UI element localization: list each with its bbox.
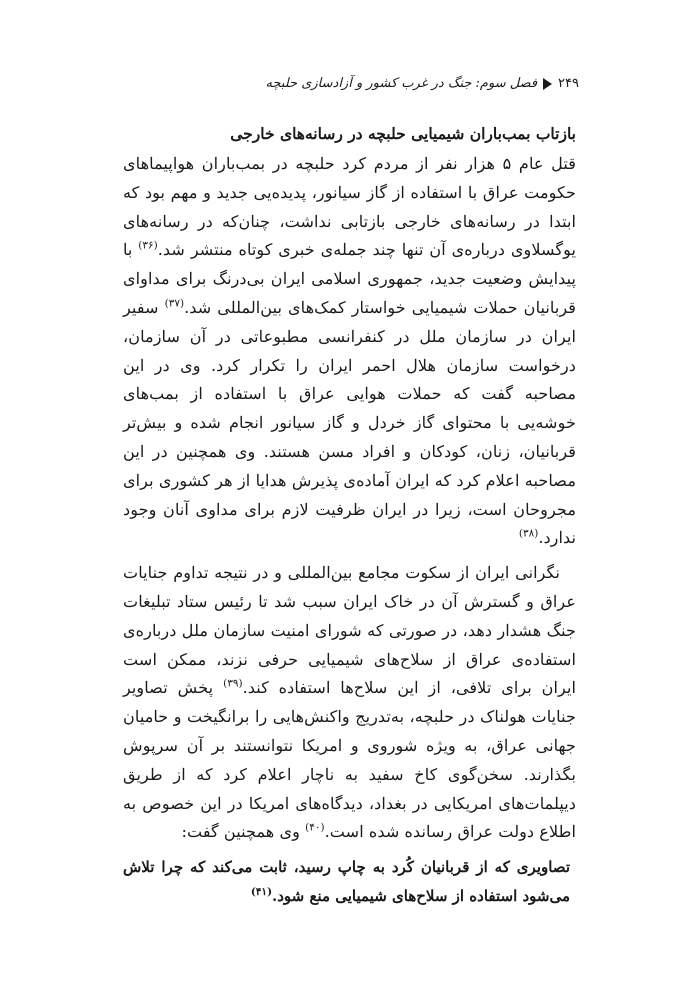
footnote-ref-38: (۳۸)	[518, 527, 539, 540]
chapter-title: فصل سوم: جنگ در غرب کشور و آزادسازی حلبچه	[265, 76, 538, 91]
running-header	[120, 76, 579, 91]
block-quote	[123, 853, 570, 911]
footnote-ref-39: (۳۹)	[223, 677, 243, 690]
footnote-ref-41: (۴۱)	[250, 886, 273, 899]
paragraph-2-text-a: نگرانی ایران از سکوت مجامع بین‌المللی و در نتیجه تداوم جنایات عراق و گسترش آن در خاک ایران سبب شد تا رئیس ستاد تبلیغات جنگ هشدار دهد، در صورتی که شورای امنیت سازمان ملل درباره‌ی استفاده‌ی عراق از سلاح‌های شیمیایی حرفی نزند، ممکن است ایران برای تلافی، از این سلاح‌ها استفاده کند.	[123, 563, 576, 698]
paragraph-1-text-b: با پیدایش وضعیت جدید، جمهوری اسلامی ایران بی‌درنگ برای مداوای قربانیان حملات شیمیایی خواستار کمک‌های بین‌المللی شد.	[123, 240, 576, 317]
paragraph-2-text-c: وی همچنین گفت:	[181, 822, 306, 842]
section-heading: بازتاب بمب‌باران شیمیایی حلبچه در رسانه‌های خارجی	[230, 124, 576, 143]
footnote-ref-37: (۳۷)	[164, 297, 185, 310]
quote-text: تصاویری که از قربانیان کُرد به چاپ رسید، ثابت می‌کند که چرا تلاش می‌شود استفاده از سلاح‌های شیمیایی منع شود.	[123, 858, 570, 906]
paragraph-2	[123, 559, 576, 847]
page-body	[123, 120, 576, 911]
triangle-marker-icon	[543, 78, 552, 90]
paragraph-2-text-b: پخش تصاویر جنایات هولناک در حلبچه، به‌تدریج واکنش‌هایی را برانگیخت و حامیان جهانی عراق، به ویژه شوروی و امریکا نتوانستند بر آن سرپوش بگذارند. سخن‌گوی کاخ سفید به ناچار اعلام کرد که از طریق دیپلمات‌های امریکایی در بغداد، دیدگاه‌های امریکا در این خصوص به اطلاع دولت عراق رسانده شده است.	[123, 678, 576, 842]
footnote-ref-36: (۳۶)	[138, 240, 158, 252]
page-number: ۲۴۹	[558, 76, 579, 91]
paragraph-1-text-a: قتل عام ۵ هزار نفر از مردم کرد حلبچه در بمب‌باران هواپیماهای حکومت عراق با استفاده از گاز سیانور، پدیده‌یی جدید و مهم بود که ابتدا در رسانه‌های خارجی بازتابی نداشت، چنان‌که در رسانه‌های یوگسلاوی درباره‌ی آن تنها چند جمله‌ی خبری کوتاه منتشر شد.	[123, 154, 576, 260]
paragraph-1-text-c: سفیر ایران در سازمان ملل در کنفرانسی مطبوعاتی در آن سازمان، درخواست سازمان هلال احمر ایران را تکرار کرد. وی در این مصاحبه گفت که حملات هوایی عراق با استفاده از بمب‌های خوشه‌یی با محتوای گاز خردل و گاز سیانور انجام شده و بیش‌تر قربانیان، زنان، کودکان و افراد مسن هستند. وی همچنین در این مصاحبه اعلام کرد که ایران آماده‌ی پذیرش هدایا از هر کشوری برای مجروحان است، زیرا در ایران ظرفیت لازم برای مداوی آنان وجود ندارد.	[123, 297, 576, 548]
footnote-ref-40: (۴۰)	[305, 821, 325, 834]
paragraph-1	[123, 150, 576, 553]
